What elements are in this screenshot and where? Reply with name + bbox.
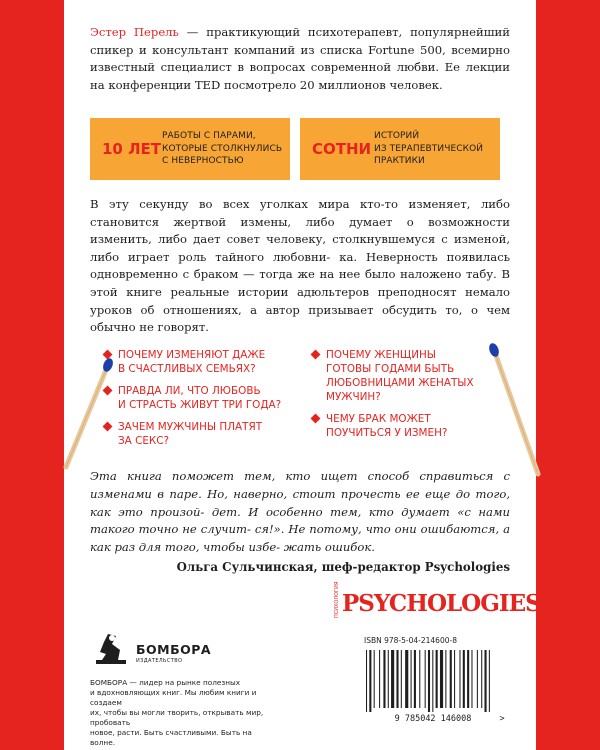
stat-box-years xyxy=(90,118,290,180)
barcode-bar xyxy=(401,650,402,708)
barcode-bar xyxy=(463,650,465,708)
isbn-label: ISBN 978-5-04-214600-8 xyxy=(364,636,457,645)
barcode-bar xyxy=(383,650,385,708)
publisher-subtitle: ИЗДАТЕЛЬСТВО xyxy=(136,658,183,664)
barcode-bar xyxy=(396,650,398,708)
question-line: ПОЧЕМУ ЖЕНЩИНЫ xyxy=(326,349,436,361)
barcode-bar xyxy=(445,650,446,708)
barcode-bar xyxy=(379,650,380,708)
quote-line: Эта книга поможет тем, кто ищет способ справиться с изменами xyxy=(90,469,510,501)
diamond-bullet-icon xyxy=(311,414,321,424)
stat-line: ИСТОРИЙ xyxy=(374,131,420,142)
barcode-bar xyxy=(459,650,460,708)
publisher-desc-line: и вдохновляющих книг. Мы любим книги и создаем xyxy=(90,688,257,707)
question-line: ЗА СЕКС? xyxy=(118,435,170,447)
quote-line: в паре. Но, наверно, стоит прочесть ее еще до того, как это произой- xyxy=(90,486,511,519)
question-line: ЗАЧЕМ МУЖЧИНЫ ПЛАТЯТ xyxy=(118,421,263,433)
match-left-icon xyxy=(56,355,116,475)
body-line: преподносят немало уроков об отношениях, а автор призывает обсудить xyxy=(90,284,510,317)
publisher-name: БОМБОРА xyxy=(136,642,212,657)
question-line: ПРАВДА ЛИ, ЧТО ЛЮБОВЬ xyxy=(118,385,261,397)
barcode-bar xyxy=(374,650,375,708)
barcode-bar xyxy=(391,650,394,708)
question-item xyxy=(118,384,281,412)
stat-value: СОТНИ xyxy=(312,140,372,158)
question-item xyxy=(326,412,447,440)
body-line: было наложено табу. В этой книге реальные истории адюльтеров xyxy=(90,267,510,299)
stat-line: КОТОРЫЕ СТОЛКНУЛИСЬ xyxy=(162,143,283,154)
diamond-bullet-icon xyxy=(311,350,321,360)
psychologies-logo-side-text: ПСИХОЛОГИЯ xyxy=(334,581,340,618)
quote-line: дет. И особенно тем, кто думает «с нами такого точно не случит- xyxy=(90,504,510,537)
publisher-logo xyxy=(90,626,212,670)
stat-line: РАБОТЫ С ПАРАМИ, xyxy=(162,131,256,142)
question-line: ПОУЧИТЬСЯ У ИЗМЕН? xyxy=(326,427,448,439)
intro-line: специалист в вопросах современной любви. Ее лекции на конференции xyxy=(90,60,511,92)
question-item xyxy=(326,348,474,404)
publisher-description xyxy=(90,678,276,748)
barcode-bar xyxy=(414,650,416,708)
stat-description xyxy=(374,130,483,168)
barcode-bar xyxy=(485,650,487,712)
bombora-emblem-icon xyxy=(90,628,132,670)
question-item xyxy=(118,420,262,448)
question-line: МУЖЧИН? xyxy=(326,391,381,403)
body-line: жертвой измены, либо думает о возможности изменить, либо дает совет xyxy=(90,214,510,247)
barcode-bar xyxy=(489,650,490,712)
question-line: ГОТОВЫ ГОДАМИ БЫТЬ xyxy=(326,363,455,375)
quote-line: ся!». Не потому, что они ошибаются, а как раз для того, чтобы избе- xyxy=(90,522,510,555)
stat-line: ПРАКТИКИ xyxy=(374,156,425,167)
body-line: человеку, столкнувшемуся с изменой, либо играет роль тайного любовни- xyxy=(90,232,511,264)
barcode-bar xyxy=(425,650,426,708)
intro-line: и консультант компаний из списка Fortune 500, всемирно известный xyxy=(90,42,511,74)
left-red-band xyxy=(0,0,64,750)
barcode-image xyxy=(360,648,506,724)
stat-line: С НЕВЕРНОСТЬЮ xyxy=(162,156,244,167)
barcode-bar xyxy=(432,650,433,712)
quote-signature: Ольга Сульчинская, шеф-редактор Psychologies xyxy=(176,560,510,574)
barcode-bar xyxy=(440,650,443,708)
publisher-desc-line: новое, расти. Быть счастливыми. Быть на волне. xyxy=(90,728,252,747)
question-line: ПОЧЕМУ ИЗМЕНЯЮТ ДАЖЕ xyxy=(118,349,266,361)
barcode-bar xyxy=(369,650,371,712)
barcode-digits: 9 785042 146008 xyxy=(394,714,472,724)
question-line: И СТРАСТЬ ЖИВУТ ТРИ ГОДА? xyxy=(118,399,282,411)
review-quote xyxy=(90,468,510,557)
stat-line: ИЗ ТЕРАПЕВТИЧЕСКОЙ xyxy=(374,143,484,154)
stat-value: 10 ЛЕТ xyxy=(102,140,162,158)
question-item xyxy=(118,348,265,376)
publisher-desc-line: их, чтобы вы могли творить, открывать мир, пробовать xyxy=(90,708,264,727)
barcode-bar xyxy=(366,650,367,712)
author-intro xyxy=(90,24,510,94)
book-back-cover xyxy=(64,0,541,750)
barcode-bar xyxy=(428,650,430,712)
barcode-bar xyxy=(411,650,412,708)
psychologies-logo-word: PSYCHOLOGIES xyxy=(342,590,541,617)
question-line: В СЧАСТЛИВЫХ СЕМЬЯХ? xyxy=(118,363,256,375)
stat-box-stories xyxy=(300,118,500,180)
quote-line: жать ошибок. xyxy=(283,540,375,555)
author-name: Эстер Перель xyxy=(90,25,179,39)
publisher-desc-line: БОМБОРА — лидер на рынке полезных xyxy=(90,678,241,687)
barcode-bar xyxy=(436,650,438,708)
barcode-bar xyxy=(419,650,420,708)
body-line: то, о чем обычно не говорят. xyxy=(90,302,511,335)
barcode-bar xyxy=(477,650,478,708)
barcode-quiet-zone-marker: > xyxy=(499,714,505,724)
barcode-bar xyxy=(388,650,389,708)
question-line: ЧЕМУ БРАК МОЖЕТ xyxy=(326,413,431,425)
description-paragraph xyxy=(90,196,510,337)
barcode-bar xyxy=(471,650,472,708)
barcode-bar xyxy=(450,650,452,708)
body-line: ка. Неверность появилась одновременно с браком — тогда же на нее xyxy=(90,249,511,282)
stat-description xyxy=(162,130,282,168)
match-right-icon xyxy=(476,338,546,478)
barcode-bar xyxy=(454,650,455,708)
intro-line: — практикующий психотерапевт, популярнейший спикер xyxy=(90,25,510,57)
question-line: ЛЮБОВНИЦАМИ ЖЕНАТЫХ xyxy=(326,377,474,389)
barcode-bar xyxy=(405,650,408,708)
barcode-bar xyxy=(481,650,482,708)
intro-line: TED посмотрело 20 миллионов человек. xyxy=(194,77,443,92)
barcode-bar xyxy=(467,650,469,708)
body-line: В эту секунду во всех уголках мира кто-то изменяет, либо становится xyxy=(90,197,510,229)
psychologies-logo xyxy=(334,581,541,620)
barcode-bars xyxy=(366,650,490,712)
